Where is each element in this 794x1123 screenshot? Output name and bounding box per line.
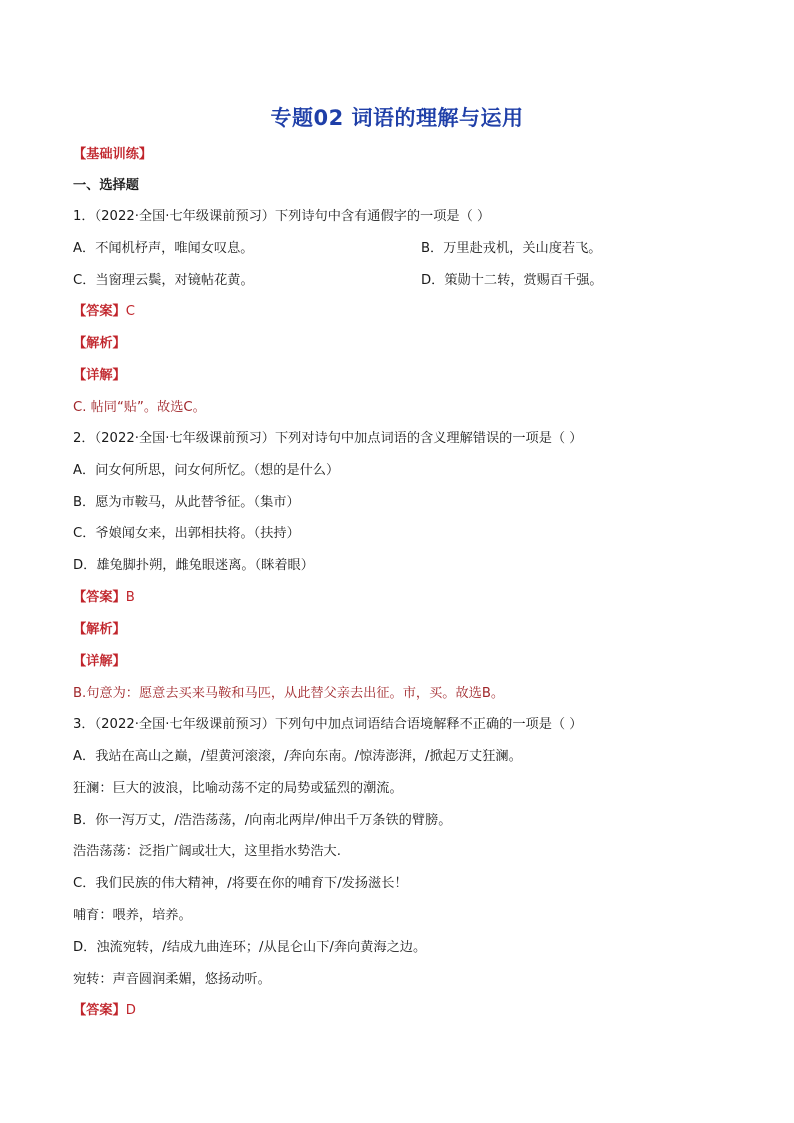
question-2-analysis-tag: 【解析】 bbox=[73, 622, 126, 637]
question-3-explanation-a: 狂澜：巨大的波浪，比喻动荡不定的局势或猛烈的潮流。 bbox=[73, 781, 403, 796]
question-1-detail: C. 帖同“贴”。故选C。 bbox=[73, 400, 206, 415]
question-2-detail-tag: 【详解】 bbox=[73, 654, 126, 669]
question-3-stem: 3．（2022·全国·七年级课前预习）下列句中加点词语结合语境解释不正确的一项是（ ） bbox=[73, 717, 583, 732]
question-1-option-c: C．当窗理云鬓，对镜帖花黄。 bbox=[73, 273, 254, 288]
question-3-option-b: B．你一泻万丈，/浩浩荡荡，/向南北两岸/伸出千万条铁的臂膀。 bbox=[73, 813, 452, 828]
answer-value: D bbox=[125, 1003, 136, 1018]
question-1-stem: 1．（2022·全国·七年级课前预习）下列诗句中含有通假字的一项是（ ） bbox=[73, 209, 491, 224]
question-1-detail-tag: 【详解】 bbox=[73, 368, 126, 383]
answer-tag: 【答案】 bbox=[73, 304, 126, 319]
question-3-explanation-d: 宛转：声音圆润柔媚，悠扬动听。 bbox=[73, 972, 271, 987]
question-3-option-c: C．我们民族的伟大精神，/将要在你的哺育下/发扬滋长！ bbox=[73, 876, 408, 891]
question-3-option-d: D．浊流宛转，/结成九曲连环；/从昆仑山下/奔向黄海之边。 bbox=[73, 940, 427, 955]
answer-tag: 【答案】 bbox=[73, 1003, 126, 1018]
question-1-analysis-tag: 【解析】 bbox=[73, 336, 126, 351]
answer-value: C bbox=[125, 304, 135, 319]
question-2-option-d: D．雄兔脚扑朔，雌兔眼迷离。（眯着眼） bbox=[73, 558, 314, 573]
question-2-stem: 2．（2022·全国·七年级课前预习）下列对诗句中加点词语的含义理解错误的一项是（ ） bbox=[73, 431, 583, 446]
answer-tag: 【答案】 bbox=[73, 590, 126, 605]
question-1-option-d: D．策勋十二转，赏赐百千强。 bbox=[421, 273, 603, 288]
question-3-explanation-c: 哺育：喂养，培养。 bbox=[73, 908, 192, 923]
question-2-option-c: C．爷娘闻女来，出郭相扶将。（扶持） bbox=[73, 526, 300, 541]
question-2-option-b: B．愿为市鞍马，从此替爷征。（集市） bbox=[73, 495, 300, 510]
question-1-options-row-2 bbox=[73, 272, 603, 290]
question-1-answer bbox=[73, 303, 135, 321]
question-3-option-a: A．我站在高山之巅，/望黄河滚滚，/奔向东南。/惊涛澎湃，/掀起万丈狂澜。 bbox=[73, 749, 522, 764]
question-2-answer bbox=[73, 589, 135, 607]
question-3-answer bbox=[73, 1002, 136, 1020]
question-2-option-a: A．问女何所思，问女何所忆。（想的是什么） bbox=[73, 463, 340, 478]
question-1-option-a: A．不闻机杼声，唯闻女叹息。 bbox=[73, 241, 254, 256]
answer-value: B bbox=[125, 590, 135, 605]
question-1-option-b: B．万里赴戎机，关山度若飞。 bbox=[421, 241, 602, 256]
question-1-options-row-1 bbox=[73, 240, 602, 258]
section-heading: 一、选择题 bbox=[73, 178, 139, 193]
page-title: 专题02 词语的理解与运用 bbox=[270, 106, 524, 130]
section-tag: 【基础训练】 bbox=[73, 147, 153, 162]
question-3-explanation-b: 浩浩荡荡：泛指广阔或壮大，这里指水势浩大. bbox=[73, 844, 341, 859]
question-2-detail: B.句意为：愿意去买来马鞍和马匹，从此替父亲去出征。市，买。故选B。 bbox=[73, 686, 505, 701]
